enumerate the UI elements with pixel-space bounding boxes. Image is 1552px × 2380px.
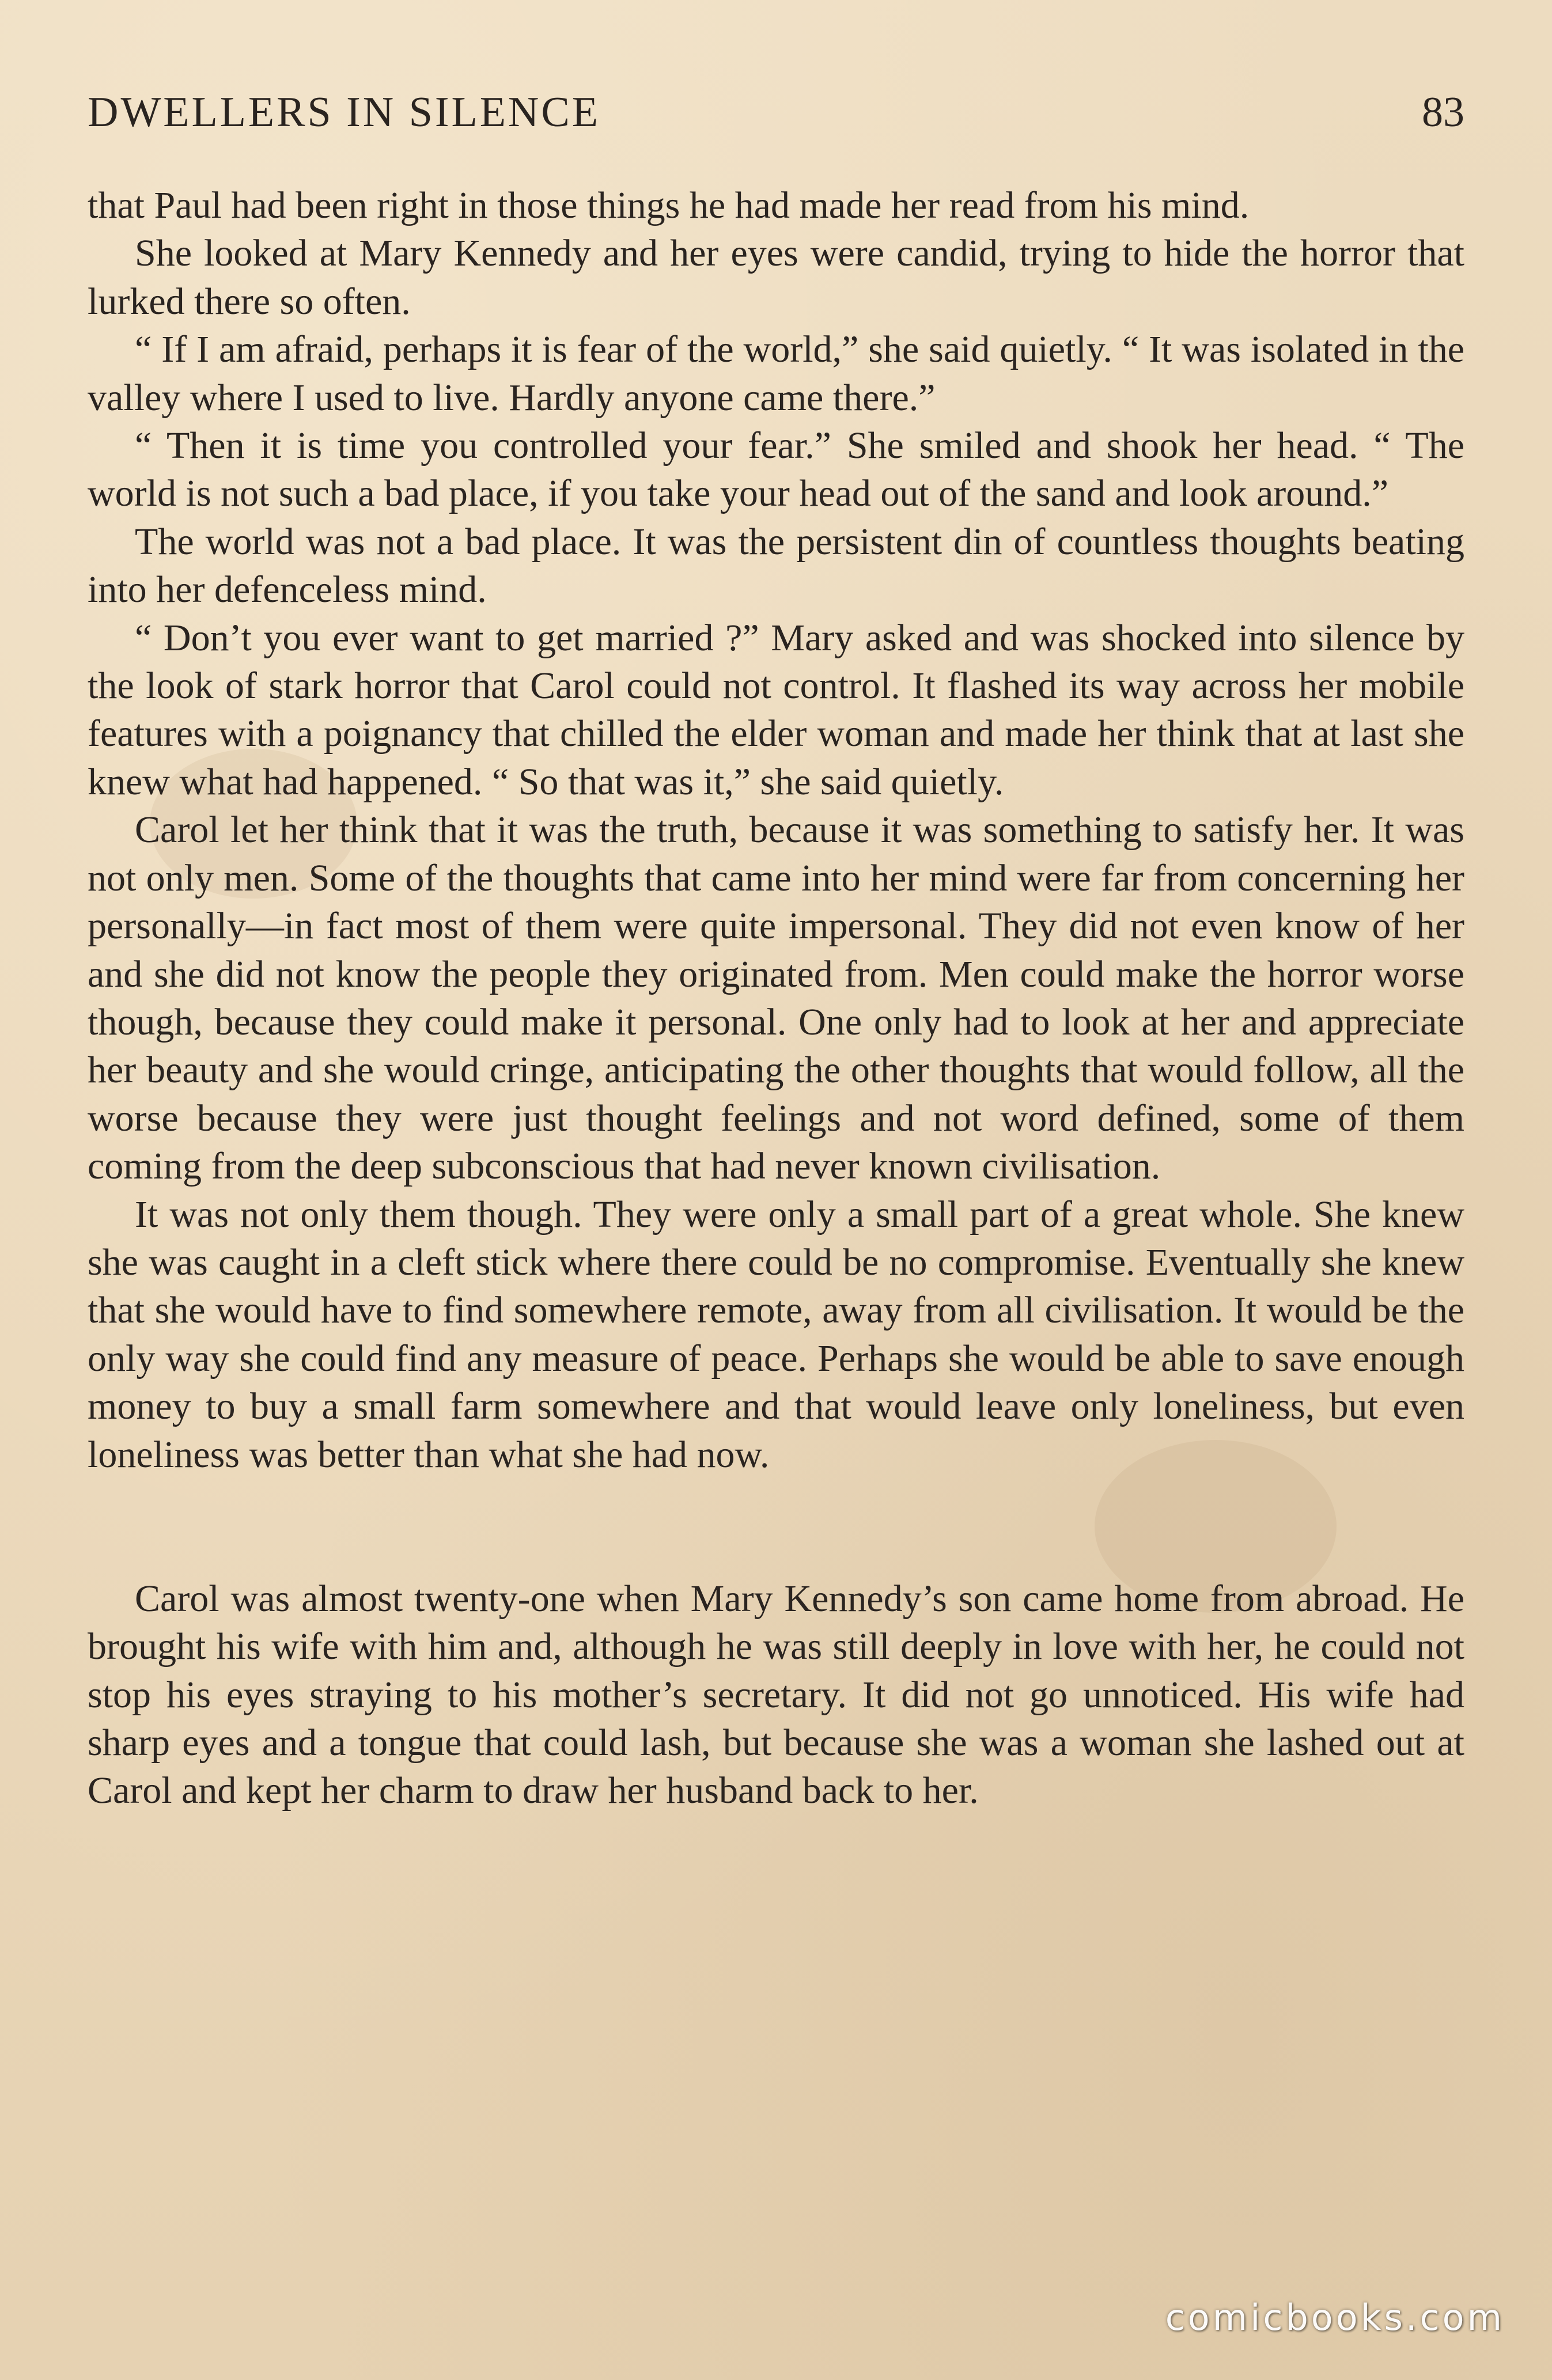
paragraph-6: “ Don’t you ever want to get married ?” Mary asked and was shocked into silence by the look of stark horror that Carol could not control. It flashed its way across her mobile features with a poignancy that chilled the elder woman and made her think that at last she knew what had happened. “ So that was it,” she said quietly. bbox=[88, 616, 1464, 803]
paragraph-1: that Paul had been right in those things he had made her read from his mind. bbox=[88, 184, 1250, 226]
running-title: DWELLERS IN SILENCE bbox=[88, 89, 600, 136]
paragraph-9: Carol was almost twenty-one when Mary Kennedy’s son came home from abroad. He brought his wife with him and, although he was still deeply in love with her, he could not stop his eyes straying to his mother’s secretary. It did not go unnoticed. His wife had sharp eyes and a tongue that could lash, but because she was a woman she lashed out at Carol and kept her charm to draw her husband back to her. bbox=[88, 1577, 1464, 1812]
paragraph-4: “ Then it is time you controlled your fear.” She smiled and shook her head. “ The world is not such a bad place, if you take your head out of the sand and look around.” bbox=[88, 425, 1464, 515]
body-text bbox=[88, 181, 1464, 1815]
page-header bbox=[88, 81, 1464, 144]
paragraph-8: It was not only them though. They were only a small part of a great whole. She knew she was caught in a cleft stick where there could be no compromise. Eventually she knew that she would have to find somewhere remote, away from all civilisation. It would be the only way she could find any measure of peace. Perhaps she would be able to save enough money to buy a small farm somewhere and that would leave only loneliness, but even loneliness was better than what she had now. bbox=[88, 1193, 1464, 1476]
watermark: comicbooks.com bbox=[1165, 2296, 1505, 2339]
paragraph-5: The world was not a bad place. It was the persistent din of countless thoughts beating into her defenceless mind. bbox=[88, 520, 1464, 611]
paragraph-3: “ If I am afraid, perhaps it is fear of the world,” she said quietly. “ It was isolated in the valley where I used to live. Hardly anyone came there.” bbox=[88, 328, 1464, 419]
section-break bbox=[88, 1479, 1464, 1575]
page-number: 83 bbox=[1422, 89, 1464, 136]
paragraph-2: She looked at Mary Kennedy and her eyes were candid, trying to hide the horror that lurked there so often. bbox=[88, 232, 1464, 323]
paragraph-7: Carol let her think that it was the truth, because it was something to satisfy her. It was not only men. Some of the thoughts that came into her mind were far from concerning her personally—in fact most of them were quite impersonal. They did not even know of her and she did not know the people they originated from. Men could make the horror worse though, because they could make it personal. One only had to look at her and appreciate her beauty and she would cringe, anticipating the other thoughts that would follow, all the worse because they were just thought feelings and not word defined, some of them coming from the deep subconscious that had never known civilisation. bbox=[88, 809, 1464, 1188]
